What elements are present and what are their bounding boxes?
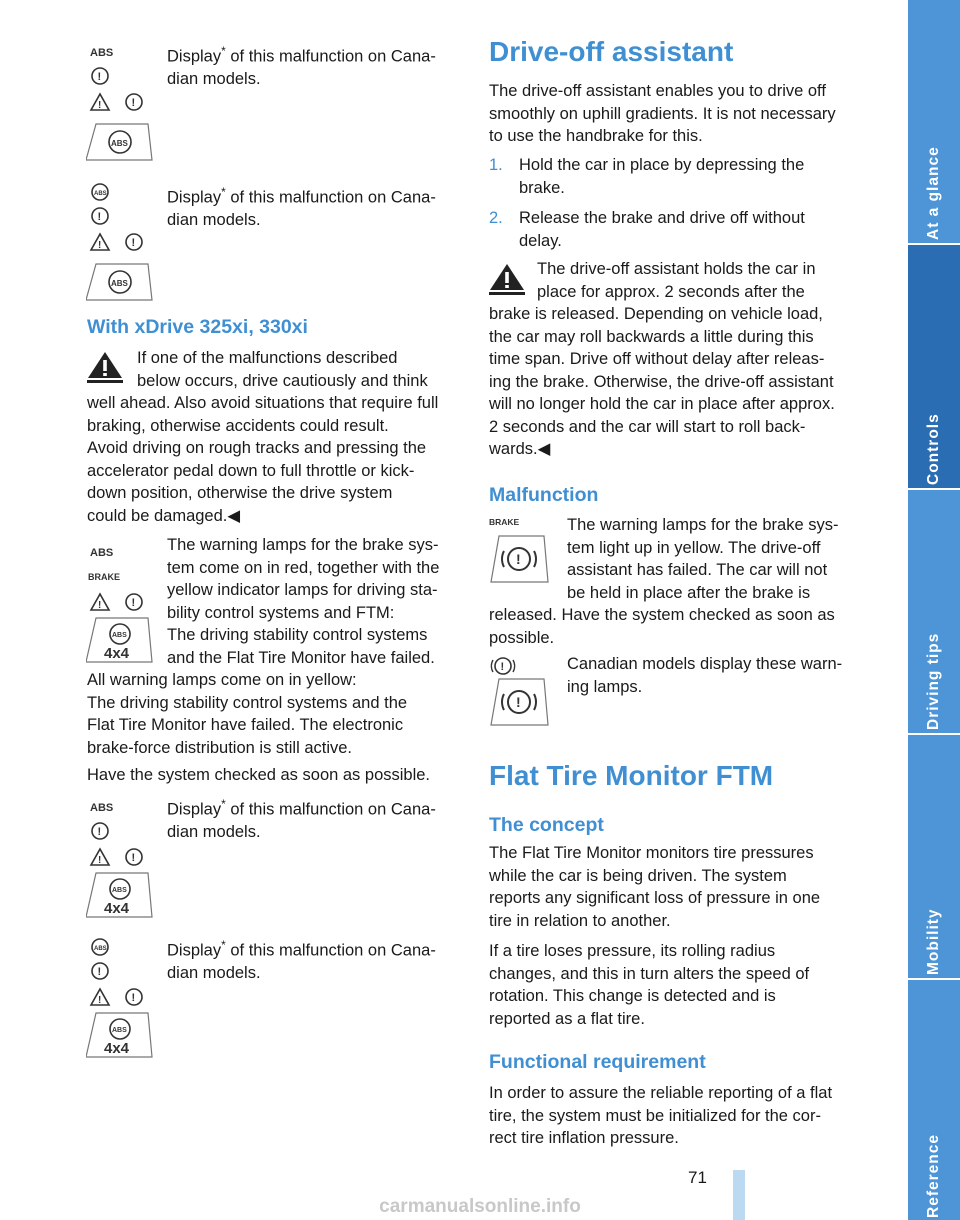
heading-xdrive: With xDrive 325xi, 330xi [87,316,308,338]
canadian-text: Canadian models display these warn- ing lamps. [567,655,843,696]
check-system-text: Have the system checked as soon as possible. [87,766,431,784]
malfunction-text: The warning lamps for the brake sys- tem light up in yellow. The drive-off assistant has failed. The car will not be held in place after the brake is released. Have the system checked as soon as possible. [489,516,839,647]
svg-text:!: ! [516,551,521,567]
driveoff-warning: The drive-off assistant holds the car in place for approx. 2 seconds after the brake is released. Depending on vehicle load, the car may roll backwards a little during this time span. Drive off without delay after releas- ing the brake. Otherwise, the drive-off assistant will no longer hold the car in place after approx. 2 seconds and the car will start to roll back- wards.◀ [489,260,835,458]
abs-legend-1: Display* of this malfunction on Cana- dian models. [167,44,436,88]
heading-malfunction: Malfunction [489,484,599,506]
side-tab-mobility[interactable]: Mobility [925,908,942,975]
svg-text:!: ! [131,992,136,1004]
brake-lamps-text: The warning lamps for the brake sys- tem come on in red, together with the yellow indicator lamps for driving sta- bility control systems and FTM: The driving stability control systems and the Flat Tire Monitor have failed. All warning lamps come on in yellow: The driving stability control systems and the Flat Tire Monitor have failed. The electronic brake-force distribution is still active. [87,536,440,757]
svg-text:!: ! [131,237,136,249]
driveoff-intro: The drive-off assistant enables you to drive off smoothly on uphill gradients. It is not necessary to use the handbrake for this. [489,82,836,145]
svg-text:ABS: ABS [94,191,107,197]
svg-text:ABS: ABS [94,946,107,952]
warning-xdrive: If one of the malfunctions described below occurs, drive cautiously and think well ahead. Also avoid situations that require full braking, otherwise accidents could result. Avoid driving on rough tracks and pressing the accelerator pedal down to full throttle or kick- down position, otherwise the drive system could be damaged.◀ [87,349,439,525]
svg-text:!: ! [97,71,102,83]
side-tab-controls[interactable]: Controls [925,413,942,485]
heading-flat-tire-monitor: Flat Tire Monitor FTM [489,760,774,791]
svg-text:!: ! [516,694,521,710]
svg-text:ABS: ABS [112,887,127,894]
step-2: 2. Release the brake and drive off without delay. [489,209,805,250]
svg-text:!: ! [131,852,136,864]
heading-the-concept: The concept [489,814,604,836]
svg-text:!: ! [98,995,102,1006]
side-tab-reference[interactable]: Reference [925,1134,942,1218]
svg-text:4x4: 4x4 [104,1040,130,1057]
functional-text: In order to assure the reliable reporting of a flat tire, the system must be initialized for the cor- rect tire inflation pressure. [489,1084,833,1147]
svg-text:!: ! [97,966,102,978]
abs-legend-3: Display* of this malfunction on Cana- dian models. [167,797,436,841]
svg-text:4x4: 4x4 [104,900,130,917]
heading-functional-requirement: Functional requirement [489,1051,706,1073]
side-tab-at-a-glance[interactable]: At a glance [925,146,942,240]
svg-text:ABS: ABS [90,802,114,814]
watermark-footer: carmanualsonline.info [379,1196,581,1217]
page-number: 71 [688,1168,707,1187]
abs-canadian-4x4-lamps-icon [86,935,156,1060]
abs-canadian-lamps-icon [86,180,156,305]
svg-text:ABS: ABS [112,1027,127,1034]
svg-text:!: ! [98,100,102,111]
abs-4x4-lamps-icon [86,795,156,920]
abs-legend-2: Display* of this malfunction on Cana- dian models. [167,185,436,229]
concept-paragraph-1: The Flat Tire Monitor monitors tire pressures while the car is being driven. The system reports any significant loss of pressure in one tire in relation to another. [489,844,821,930]
svg-text:ABS: ABS [90,547,114,559]
svg-text:!: ! [500,661,505,673]
abs-warning-lamps-icon [86,40,156,165]
driveoff-steps [489,154,869,252]
canadian-brake-lamp-icon [489,655,551,727]
svg-text:!: ! [98,600,102,611]
svg-text:BRAKE: BRAKE [88,572,121,582]
svg-text:!: ! [98,855,102,866]
svg-text:ABS: ABS [112,632,127,639]
svg-text:4x4: 4x4 [104,645,130,662]
svg-text:!: ! [131,597,136,609]
svg-text:BRAKE: BRAKE [489,517,520,527]
heading-drive-off-assistant: Drive-off assistant [489,36,734,67]
svg-text:!: ! [97,211,102,223]
side-tab-driving-tips[interactable]: Driving tips [925,632,942,730]
step-1: 1. Hold the car in place by depressing the brake. [489,156,805,197]
abs-legend-4: Display* of this malfunction on Cana- dian models. [167,938,436,982]
svg-text:!: ! [98,240,102,251]
abs-label: ABS [90,47,114,59]
svg-text:!: ! [131,97,136,109]
svg-text:!: ! [97,826,102,838]
concept-paragraph-2: If a tire loses pressure, its rolling radius changes, and this in turn alters the speed of rotation. This change is detected and is reported as a flat tire. [489,942,810,1028]
svg-text:ABS: ABS [111,279,128,288]
svg-text:ABS: ABS [111,139,128,148]
